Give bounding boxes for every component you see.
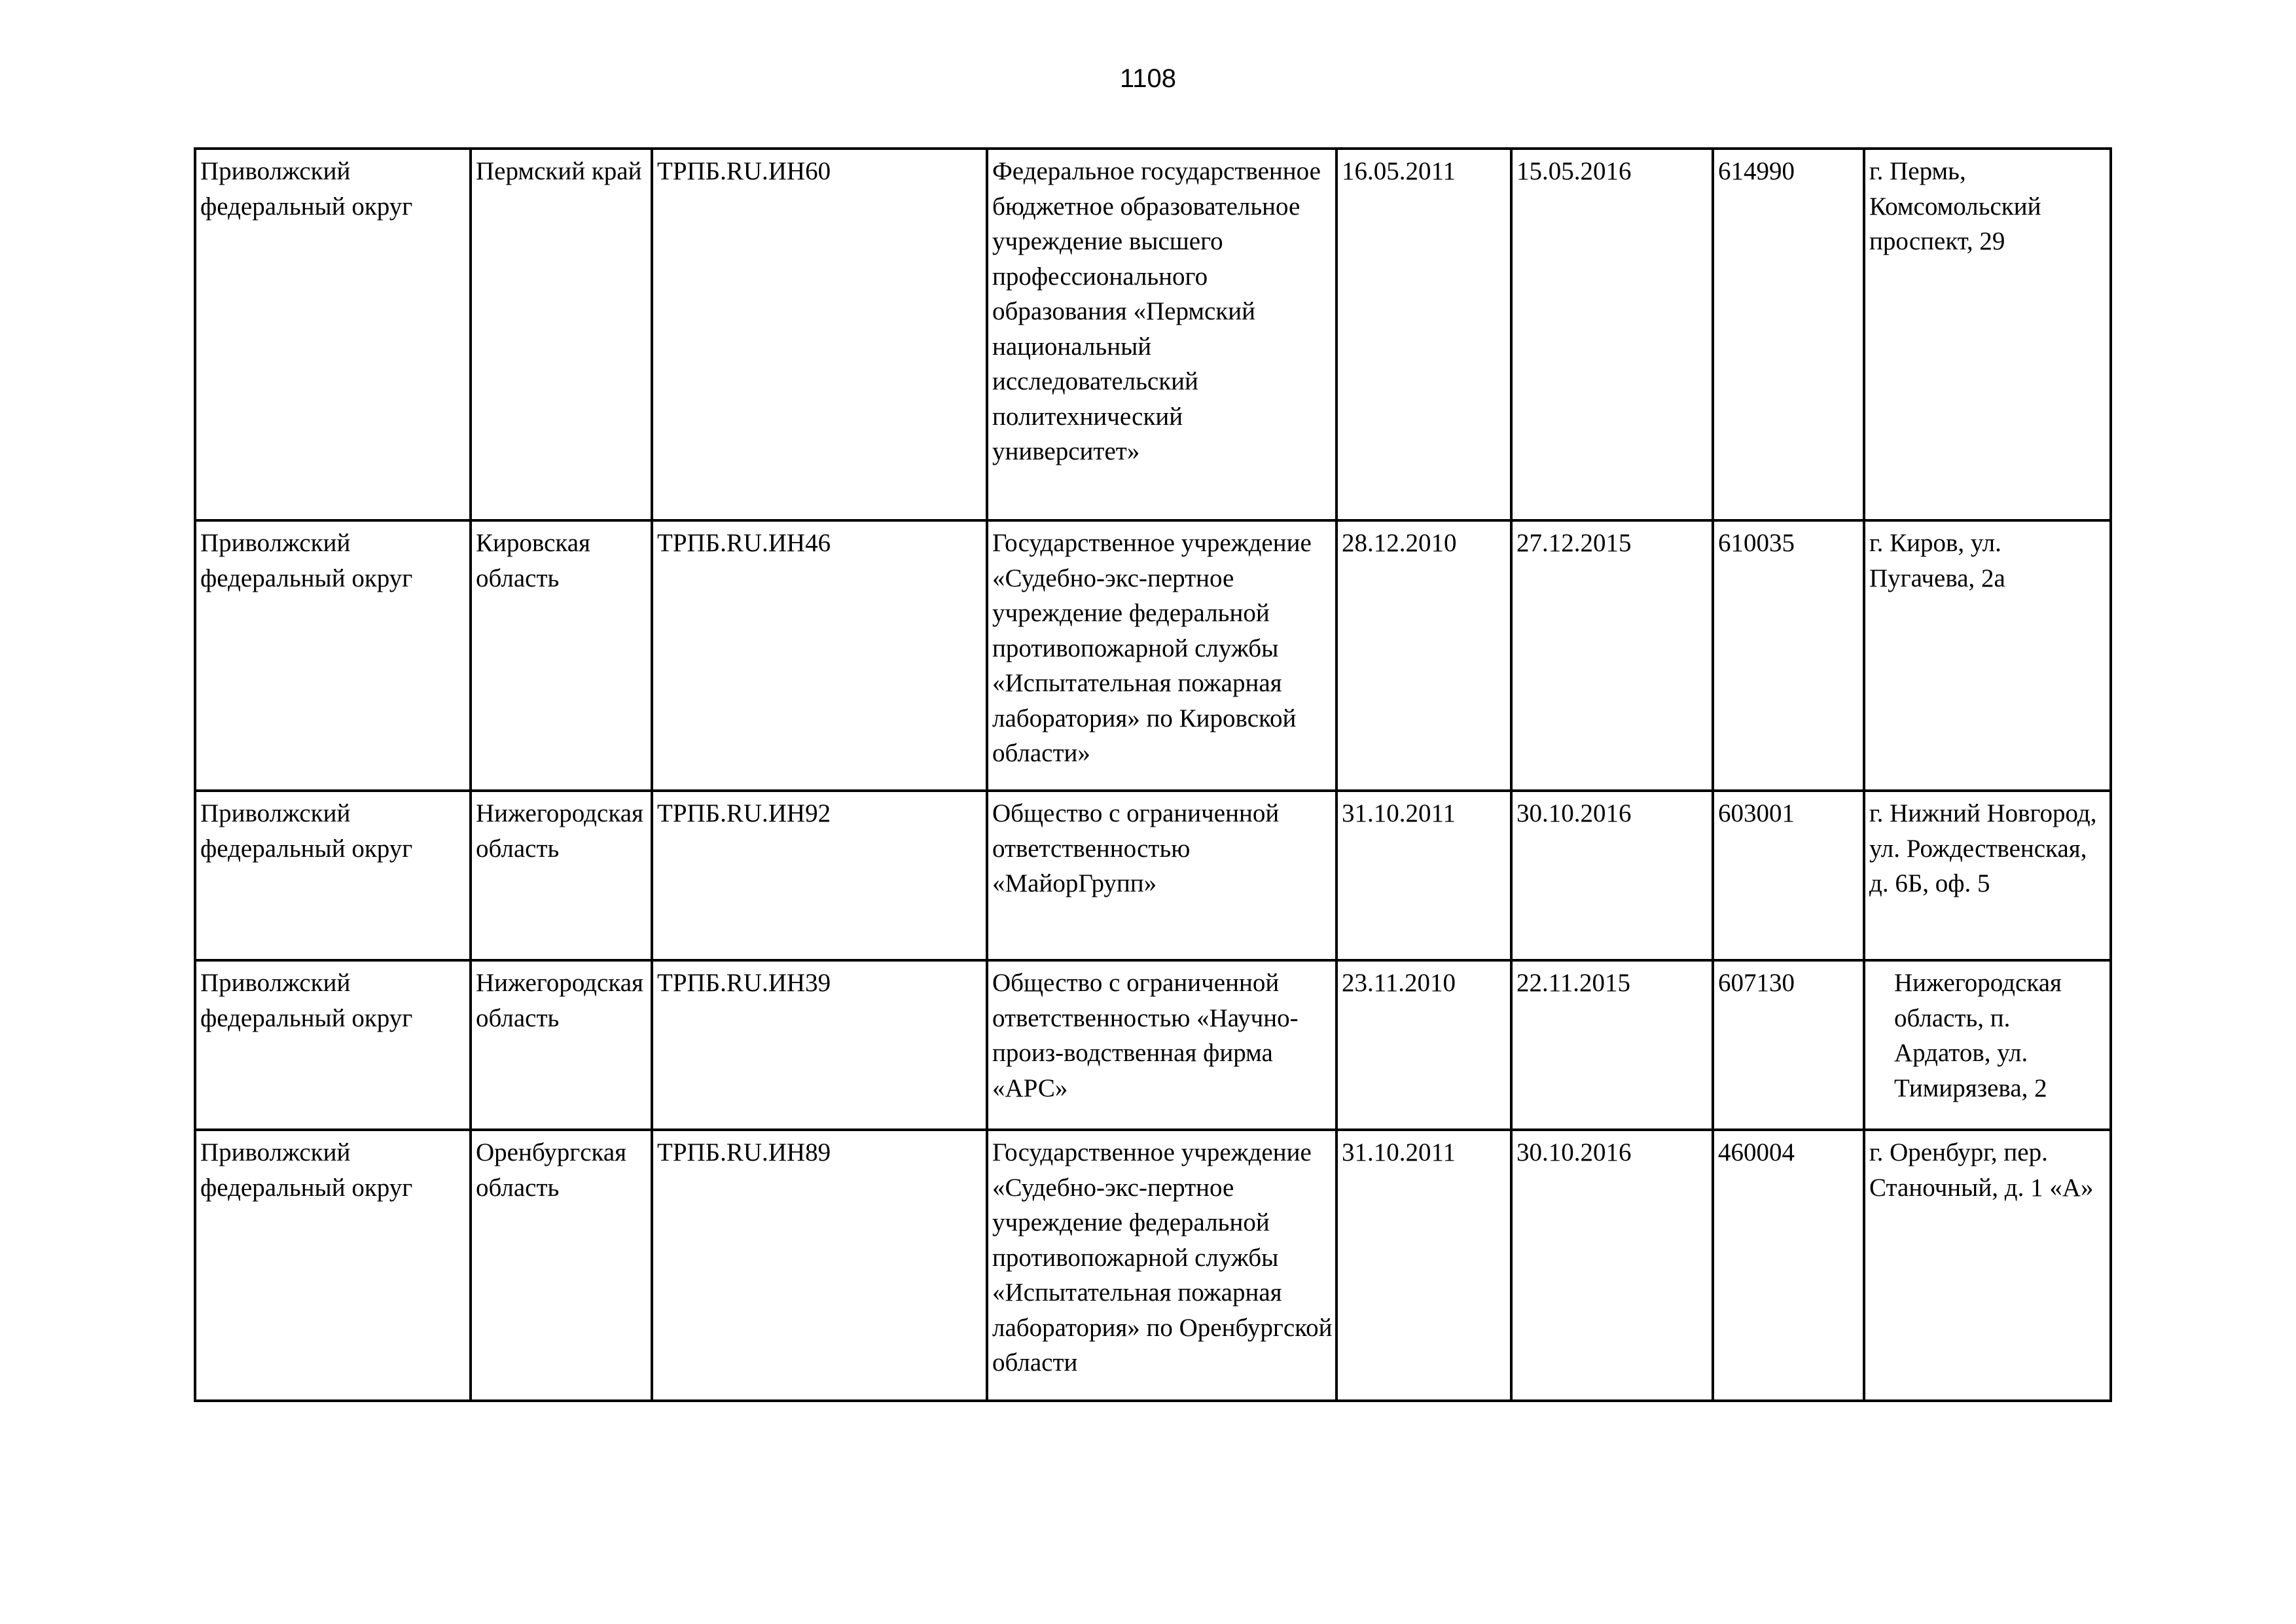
date-to-cell: 22.11.2015 [1511,960,1713,1130]
date-from-cell: 16.05.2011 [1336,149,1511,520]
date-to-cell: 15.05.2016 [1511,149,1713,520]
address-cell: Нижегородская область, п. Ардатов, ул. Тимирязева, 2 [1864,960,2111,1130]
region-cell: Нижегородская область [471,791,652,960]
organization-cell: Федеральное государственное бюджетное образовательное учреждение высшего профессионального образования «Пермский национальный исследовательский политехнический университет» [987,149,1336,520]
date-to-cell: 27.12.2015 [1511,520,1713,791]
address-cell: г. Киров, ул. Пугачева, 2а [1864,520,2111,791]
region-cell: Нижегородская область [471,960,652,1130]
code-cell: ТРПБ.RU.ИН92 [652,791,987,960]
date-to-cell: 30.10.2016 [1511,1130,1713,1401]
region-cell: Кировская область [471,520,652,791]
table-row [195,149,2111,520]
date-to-cell: 30.10.2016 [1511,791,1713,960]
postcode-cell: 610035 [1713,520,1864,791]
table-row [195,1130,2111,1401]
date-from-cell: 31.10.2011 [1336,1130,1511,1401]
date-from-cell: 23.11.2010 [1336,960,1511,1130]
district-cell: Приволжский федеральный округ [195,960,471,1130]
table-row [195,960,2111,1130]
postcode-cell: 460004 [1713,1130,1864,1401]
address-cell: г. Пермь, Комсомольский проспект, 29 [1864,149,2111,520]
district-cell: Приволжский федеральный округ [195,791,471,960]
postcode-cell: 607130 [1713,960,1864,1130]
region-cell: Пермский край [471,149,652,520]
district-cell: Приволжский федеральный округ [195,520,471,791]
address-cell: г. Нижний Новгород, ул. Рождественская, д. 6Б, оф. 5 [1864,791,2111,960]
district-cell: Приволжский федеральный округ [195,1130,471,1401]
district-cell: Приволжский федеральный округ [195,149,471,520]
address-cell: г. Оренбург, пер. Станочный, д. 1 «А» [1864,1130,2111,1401]
postcode-cell: 614990 [1713,149,1864,520]
organization-cell: Государственное учреждение «Судебно-экс-пертное учреждение федеральной противопожарной службы «Испытательная пожарная лаборатория» по Кировской области» [987,520,1336,791]
table-row [195,791,2111,960]
date-from-cell: 28.12.2010 [1336,520,1511,791]
table-row [195,520,2111,791]
region-cell: Оренбургская область [471,1130,652,1401]
organization-cell: Общество с ограниченной ответственностью «Научно-произ-водственная фирма «АРС» [987,960,1336,1130]
date-from-cell: 31.10.2011 [1336,791,1511,960]
page-number: 1108 [1119,64,1176,93]
code-cell: ТРПБ.RU.ИН46 [652,520,987,791]
code-cell: ТРПБ.RU.ИН60 [652,149,987,520]
organization-cell: Общество с ограниченной ответственностью «МайорГрупп» [987,791,1336,960]
code-cell: ТРПБ.RU.ИН39 [652,960,987,1130]
postcode-cell: 603001 [1713,791,1864,960]
code-cell: ТРПБ.RU.ИН89 [652,1130,987,1401]
organization-cell: Государственное учреждение «Судебно-экс-пертное учреждение федеральной противопожарной службы «Испытательная пожарная лаборатория» по Оренбургской области [987,1130,1336,1401]
registry-table [194,147,2112,1402]
